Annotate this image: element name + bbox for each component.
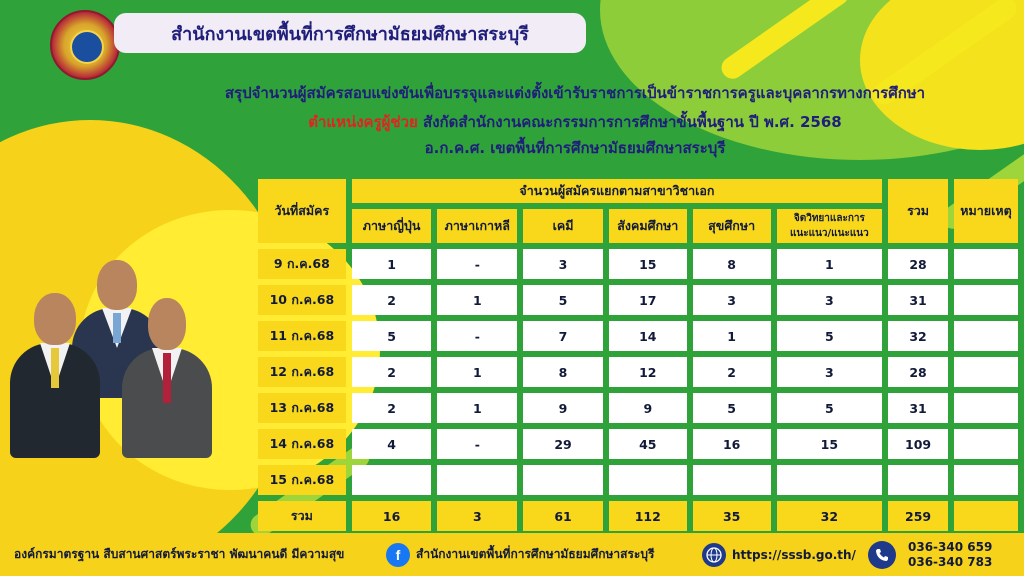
phone-block	[868, 540, 992, 570]
cell	[352, 465, 432, 495]
footer-motto: องค์กรมาตรฐาน สืบสานศาสตร์พระราชา พัฒนาคนดี มีความสุข	[14, 547, 345, 561]
sum-remark	[954, 501, 1018, 531]
column-header: จิตวิทยาและการแนะแนว/แนะแนว	[777, 209, 883, 243]
row-total: 28	[888, 249, 948, 279]
page-title: สำนักงานเขตพื้นที่การศึกษามัธยมศึกษาสระบุรี	[114, 13, 586, 53]
cell: 8	[523, 357, 603, 387]
cell: 1	[693, 321, 771, 351]
cell	[609, 465, 687, 495]
cell	[777, 465, 883, 495]
cell: 1	[437, 393, 517, 423]
row-total: 31	[888, 285, 948, 315]
table-row	[258, 357, 1018, 387]
cell: 9	[523, 393, 603, 423]
officials-photo	[10, 258, 220, 458]
remark-cell	[954, 393, 1018, 423]
table-row	[258, 321, 1018, 351]
row-date: 12 ก.ค.68	[258, 357, 346, 387]
cell: 29	[523, 429, 603, 459]
globe-icon	[702, 543, 726, 567]
facebook-page-name: สำนักงานเขตพื้นที่การศึกษามัธยมศึกษาสระบุรี	[416, 547, 655, 561]
row-date: 14 ก.ค.68	[258, 429, 346, 459]
phone-number-2: 036-340 783	[908, 554, 993, 569]
phone-number-1: 036-340 659	[908, 539, 993, 554]
cell: 1	[437, 285, 517, 315]
column-header: ภาษาเกาหลี	[437, 209, 517, 243]
cell: 12	[609, 357, 687, 387]
cell: 2	[693, 357, 771, 387]
sum-cell: 32	[777, 501, 883, 531]
total-header: รวม	[888, 179, 948, 243]
column-header: สังคมศึกษา	[609, 209, 687, 243]
position-highlight: ตำแหน่งครูผู้ช่วย	[308, 113, 418, 131]
heading-line-2	[150, 110, 1000, 134]
row-total: 28	[888, 357, 948, 387]
cell: 2	[352, 357, 432, 387]
heading-line-3: อ.ก.ค.ศ. เขตพื้นที่การศึกษามัธยมศึกษาสระบุรี	[424, 139, 726, 157]
cell: 9	[609, 393, 687, 423]
remark-cell	[954, 285, 1018, 315]
remark-header: หมายเหตุ	[954, 179, 1018, 243]
cell: 2	[352, 285, 432, 315]
cell: 4	[352, 429, 432, 459]
sum-row	[258, 501, 1018, 531]
remark-cell	[954, 357, 1018, 387]
remark-cell	[954, 249, 1018, 279]
cell: 15	[609, 249, 687, 279]
website-link[interactable]	[702, 543, 856, 567]
sum-cell: 61	[523, 501, 603, 531]
cell: -	[437, 321, 517, 351]
sum-cell: 3	[437, 501, 517, 531]
row-total: 109	[888, 429, 948, 459]
cell: 2	[352, 393, 432, 423]
sum-cell: 112	[609, 501, 687, 531]
sum-cell: 35	[693, 501, 771, 531]
table-row	[258, 465, 1018, 495]
cell: 17	[609, 285, 687, 315]
cell: 1	[437, 357, 517, 387]
column-header: เคมี	[523, 209, 603, 243]
cell	[693, 465, 771, 495]
emblem-logo	[50, 10, 120, 80]
cell: 1	[777, 249, 883, 279]
table-row	[258, 393, 1018, 423]
cell: 3	[777, 285, 883, 315]
table-row	[258, 429, 1018, 459]
table-row	[258, 249, 1018, 279]
row-date: 11 ก.ค.68	[258, 321, 346, 351]
heading-line-1: สรุปจำนวนผู้สมัครสอบแข่งขันเพื่อบรรจุและแต่งตั้งเข้ารับราชการเป็นข้าราชการครูและบุคลากรทางการศึกษา	[224, 84, 926, 102]
person-left	[10, 288, 100, 458]
major-group-header: จำนวนผู้สมัครแยกตามสาขาวิชาเอก	[352, 179, 882, 203]
cell: 14	[609, 321, 687, 351]
row-date: 15 ก.ค.68	[258, 465, 346, 495]
cell: 5	[777, 321, 883, 351]
person-right	[122, 293, 212, 458]
facebook-icon: f	[386, 543, 410, 567]
sum-label: รวม	[258, 501, 346, 531]
row-total: 32	[888, 321, 948, 351]
facebook-link[interactable]	[386, 543, 654, 567]
cell	[523, 465, 603, 495]
row-date: 10 ก.ค.68	[258, 285, 346, 315]
cell: 3	[523, 249, 603, 279]
cell: -	[437, 429, 517, 459]
remark-cell	[954, 321, 1018, 351]
grand-total: 259	[888, 501, 948, 531]
cell: 45	[609, 429, 687, 459]
cell: 5	[523, 285, 603, 315]
applicants-table	[252, 173, 1024, 537]
remark-cell	[954, 429, 1018, 459]
row-date: 13 ก.ค.68	[258, 393, 346, 423]
cell: 15	[777, 429, 883, 459]
emblem-center	[70, 30, 104, 64]
cell: 8	[693, 249, 771, 279]
heading-line-2-rest: สังกัดสำนักงานคณะกรรมการการศึกษาขั้นพื้นฐาน ปี พ.ศ. 2568	[417, 113, 842, 131]
row-total	[888, 465, 948, 495]
cell	[437, 465, 517, 495]
cell: 16	[693, 429, 771, 459]
phone-icon	[868, 541, 896, 569]
website-url: https://sssb.go.th/	[732, 547, 856, 562]
cell: 3	[777, 357, 883, 387]
cell: -	[437, 249, 517, 279]
column-header: สุขศึกษา	[693, 209, 771, 243]
sum-cell: 16	[352, 501, 432, 531]
cell: 5	[352, 321, 432, 351]
cell: 5	[693, 393, 771, 423]
cell: 1	[352, 249, 432, 279]
cell: 3	[693, 285, 771, 315]
table-row	[258, 285, 1018, 315]
footer-bar	[0, 533, 1024, 576]
column-header: ภาษาญี่ปุ่น	[352, 209, 432, 243]
date-header: วันที่สมัคร	[258, 179, 346, 243]
remark-cell	[954, 465, 1018, 495]
cell: 5	[777, 393, 883, 423]
row-total: 31	[888, 393, 948, 423]
row-date: 9 ก.ค.68	[258, 249, 346, 279]
cell: 7	[523, 321, 603, 351]
